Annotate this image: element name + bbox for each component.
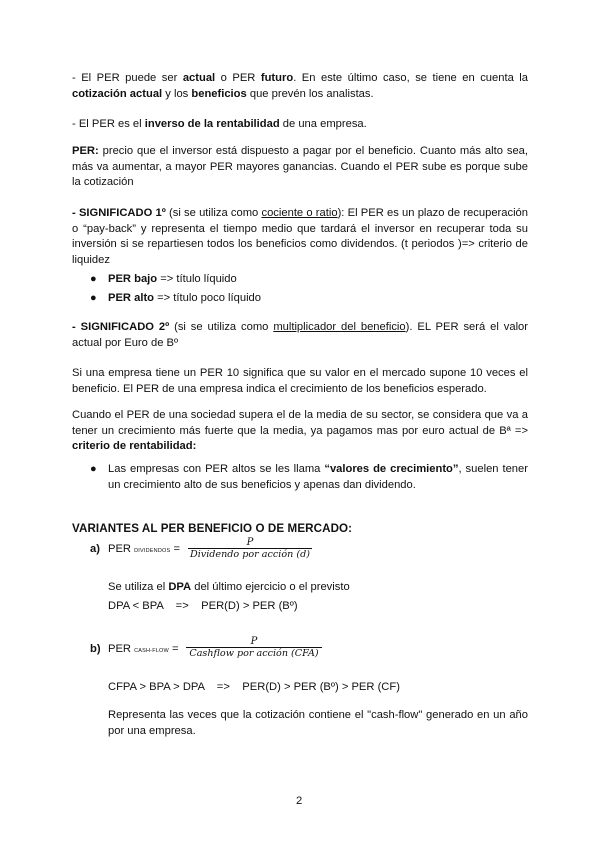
paragraph-per-inverso	[72, 117, 528, 133]
variant-label: a)	[90, 543, 100, 555]
paragraph-per-definicion	[72, 144, 528, 191]
denominator: Cashflow por acción (CFA)	[189, 648, 319, 659]
paragraph-significado-1	[72, 206, 528, 268]
text: que prevén los analistas.	[246, 87, 374, 100]
underlined-text: cociente o ratio	[261, 207, 338, 219]
text: Se utiliza el	[108, 581, 169, 593]
text: - El PER puede ser	[72, 72, 183, 84]
numerator: P	[250, 636, 258, 647]
bold-text: PER alto	[108, 292, 155, 304]
bullet-icon: ●	[90, 463, 97, 475]
text: => título poco líquido	[154, 292, 261, 304]
paragraph-significado-2	[72, 320, 528, 351]
equals-sign: =	[173, 543, 181, 555]
variant-label: b)	[90, 643, 101, 655]
bold-text: PER:	[72, 145, 99, 157]
bold-text: inverso de la rentabilidad	[144, 118, 280, 130]
bold-text: - SIGNIFICADO 1º	[72, 207, 166, 219]
paragraph-criterio-rentabilidad	[72, 408, 528, 455]
variant-b-relation: CFPA > BPA > DPA => PER(D) > PER (Bº) > PER (CF)	[108, 681, 400, 693]
subscript: CASH-FLOW	[134, 648, 169, 654]
list-item	[108, 272, 528, 288]
text: del último ejercicio o el previsto	[191, 581, 350, 593]
formula-lhs	[108, 543, 180, 555]
text: . En este último caso, se tiene en cuenta la	[293, 72, 528, 84]
variant-b-note: Representa las veces que la cotización contiene el "cash-flow" generado en un año por una empresa.	[108, 709, 528, 737]
text: - El PER es el	[72, 118, 145, 130]
bold-text: “valores de crecimiento”	[324, 463, 459, 475]
bold-text: DPA	[168, 581, 192, 593]
variant-a-relation: DPA < BPA => PER(D) > PER (Bº)	[108, 600, 298, 612]
bold-text: - SIGNIFICADO 2º	[72, 321, 170, 333]
section-heading: VARIANTES AL PER BENEFICIO O DE MERCADO:	[72, 522, 353, 535]
text: de una empresa.	[279, 118, 367, 130]
text: ). EL PER será el valor actual por Euro de Bº	[72, 321, 528, 349]
text: (si se utiliza como	[165, 207, 262, 219]
bold-text: PER bajo	[108, 273, 158, 285]
bullet-icon: ●	[90, 273, 97, 285]
text: => título líquido	[157, 273, 237, 285]
underlined-text: multiplicador del beneficio	[273, 321, 406, 333]
bold-text: actual	[182, 72, 216, 84]
page-number: 2	[296, 795, 303, 807]
fraction	[188, 537, 312, 561]
text: PER	[108, 543, 132, 555]
equals-sign: =	[172, 643, 179, 655]
denominator: Dividendo por acción (d)	[190, 549, 310, 560]
bold-text: criterio de rentabilidad:	[72, 440, 197, 453]
fraction	[186, 636, 322, 660]
variant-a-note	[108, 580, 350, 596]
text: Las empresas con PER altos se les llama	[108, 463, 325, 475]
text: y los	[162, 87, 192, 100]
bullet-icon: ●	[90, 292, 97, 304]
text: ): El PER es un plazo de recuperación o “pay-back” y representa el tiempo medio que tardará el inversor en recuperar toda su inversión si se repartiesen todos los beneficios como dividendos. (t periodos )=> criterio de liquidez	[72, 207, 529, 266]
list-item	[108, 291, 528, 307]
numerator: P	[246, 537, 254, 548]
text: o PER	[215, 72, 261, 84]
text: (si se utiliza como	[169, 321, 274, 333]
text: , suelen tener un crecimiento alto de sus beneficios y apenas dan dividendo.	[108, 463, 528, 491]
bold-text: futuro	[260, 72, 294, 84]
paragraph-per-actual-futuro	[72, 71, 528, 102]
text: Cuando el PER de una sociedad supera el de la media de su sector, se considera que va a tener un crecimiento más fuerte que la media, ya pagamos mas por euro actual de Bª =>	[72, 409, 528, 437]
bold-text: beneficios	[191, 87, 247, 100]
subscript: DIVIDENDOS	[134, 548, 171, 554]
paragraph-per-10: Si una empresa tiene un PER 10 significa que su valor en el mercado supone 10 veces el beneficio. El PER de una empresa indica el crecimiento de los beneficios esperado.	[72, 367, 528, 395]
list-item	[108, 462, 528, 493]
text: precio que el inversor está dispuesto a pagar por el beneficio. Cuanto más alto sea, más va aumentar, a mayor PER mayores ganancias. Cuando el PER sube es porque sube la cotización	[72, 145, 528, 189]
bold-text: cotización actual	[72, 87, 163, 100]
formula-lhs	[108, 643, 179, 655]
text: PER	[108, 643, 132, 655]
